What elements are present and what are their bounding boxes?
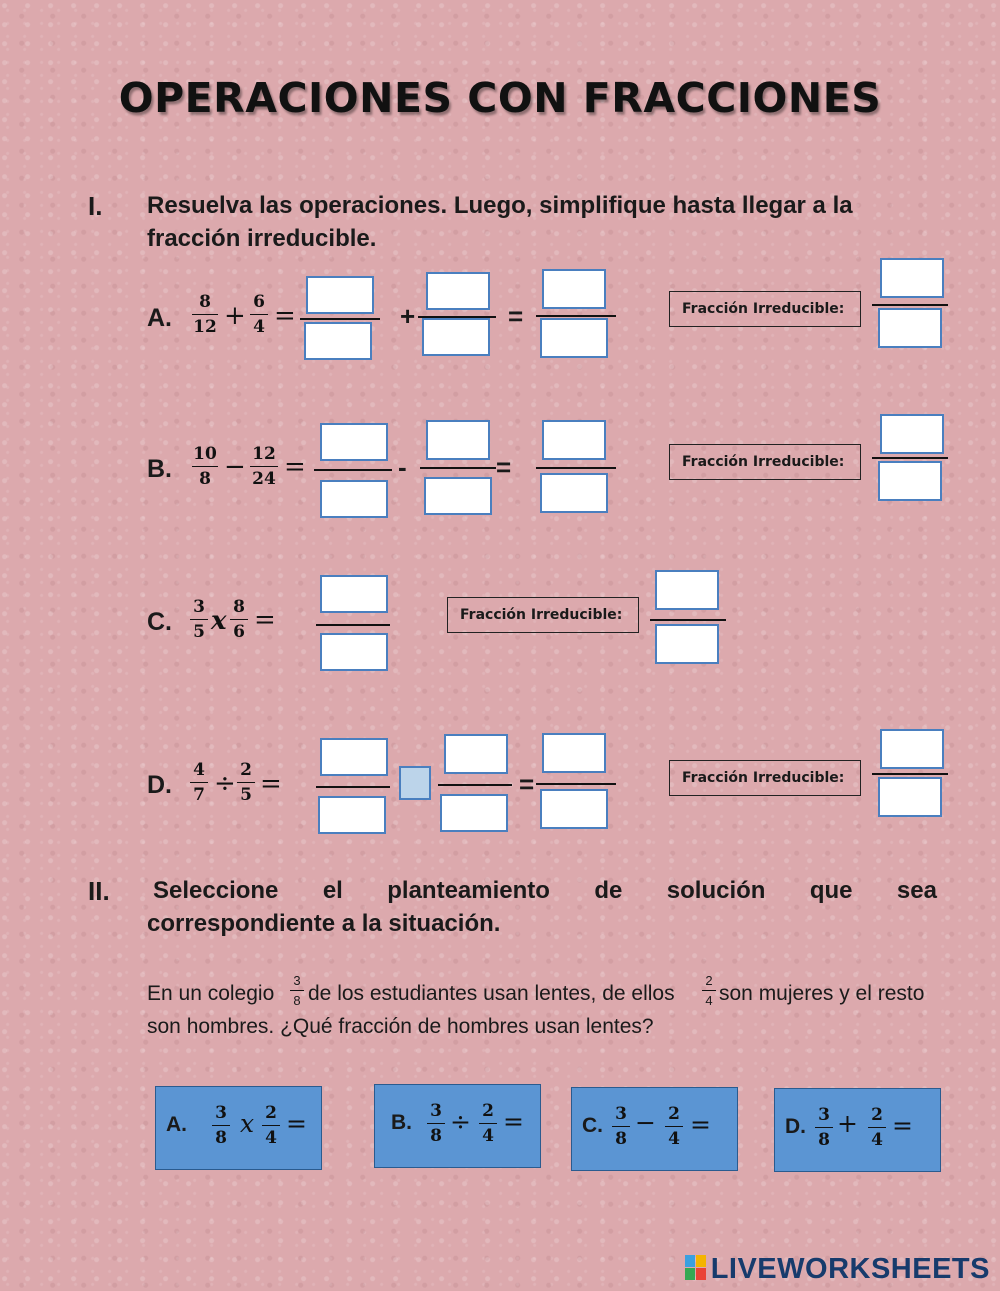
choice-d-operator: + — [837, 1109, 858, 1138]
problem-a-equals: = — [274, 301, 296, 331]
problem-b-step-equals: = — [496, 452, 512, 482]
problem-c-equals: = — [254, 605, 276, 635]
problem-b-step2-denominator-input[interactable] — [424, 477, 492, 515]
problem-a-step-operator: + — [400, 301, 416, 331]
section-2-instruction-line1 — [153, 874, 937, 907]
section-1-number: I. — [88, 191, 103, 221]
problem-a-frac1 — [192, 292, 218, 337]
choice-a-frac2-den: 4 — [265, 1128, 277, 1148]
story-frac2 — [702, 973, 716, 1008]
problem-c-frac1 — [190, 597, 208, 642]
problem-d-frac2-num: 2 — [240, 760, 252, 780]
page-title: OPERACIONES CON FRACCIONES — [118, 74, 882, 122]
problem-c-irreducible-numerator-input[interactable] — [655, 570, 719, 610]
problem-d-irreducible-label: Fracción Irreducible: — [669, 760, 861, 796]
choice-c-button[interactable] — [571, 1087, 738, 1171]
problem-a-result-denominator-input[interactable] — [540, 318, 608, 358]
problem-d-step1-numerator-input[interactable] — [320, 738, 388, 776]
liveworksheets-logo-icon — [685, 1255, 707, 1281]
choice-b-frac2 — [479, 1101, 497, 1146]
problem-c-irreducible-label: Fracción Irreducible: — [447, 597, 639, 633]
choice-a-frac1 — [212, 1103, 230, 1148]
problem-d-step-equals: = — [519, 769, 535, 799]
problem-a-irreducible-denominator-input[interactable] — [878, 308, 942, 348]
choice-d-frac2-num: 2 — [871, 1105, 883, 1125]
problem-a-step1-numerator-input[interactable] — [306, 276, 374, 314]
section-1-instruction-line1: Resuelva las operaciones. Luego, simplifique hasta llegar a la — [147, 192, 853, 219]
problem-d-frac2 — [237, 760, 255, 805]
choice-b-frac1-den: 8 — [430, 1126, 442, 1146]
problem-b-irreducible-denominator-input[interactable] — [878, 461, 942, 501]
choice-b-equals: = — [503, 1107, 524, 1136]
choice-a-frac2-num: 2 — [265, 1103, 277, 1123]
choice-a-button[interactable] — [155, 1086, 322, 1170]
problem-d-irreducible-numerator-input[interactable] — [880, 729, 944, 769]
story-part2: de los estudiantes usan lentes, de ellos — [308, 982, 675, 1005]
choice-b-frac2-den: 4 — [482, 1126, 494, 1146]
problem-b-result-numerator-input[interactable] — [542, 420, 606, 460]
choice-b-frac2-num: 2 — [482, 1101, 494, 1121]
choice-a-frac2 — [262, 1103, 280, 1148]
section-2-word: de — [594, 877, 623, 904]
choice-a-equals: = — [286, 1109, 307, 1138]
problem-a-step2-numerator-input[interactable] — [426, 272, 490, 310]
problem-a-irreducible-bar — [872, 304, 948, 306]
choice-d-button[interactable] — [774, 1088, 941, 1172]
problem-d-result-numerator-input[interactable] — [542, 733, 606, 773]
problem-c-frac2-num: 8 — [233, 597, 245, 617]
problem-d-irreducible-bar — [872, 773, 948, 775]
section-1-instruction-line2: fracción irreducible. — [147, 225, 377, 252]
problem-c-frac2 — [230, 597, 248, 642]
problem-c-step1-bar — [316, 624, 390, 626]
section-2-instruction-line2: correspondiente a la situación. — [147, 910, 501, 937]
choice-c-frac1 — [612, 1104, 630, 1149]
problem-d-operator: ÷ — [214, 769, 236, 799]
choice-c-frac2-num: 2 — [668, 1104, 680, 1124]
problem-a-step1-denominator-input[interactable] — [304, 322, 372, 360]
story-frac2-den: 4 — [705, 993, 713, 1008]
problem-c-frac1-den: 5 — [193, 622, 205, 642]
problem-b-operator: − — [224, 452, 246, 482]
problem-b-step1-bar — [314, 469, 392, 471]
problem-c-step1-denominator-input[interactable] — [320, 633, 388, 671]
problem-a-frac1-num: 8 — [199, 292, 211, 312]
choice-b-operator: ÷ — [450, 1107, 471, 1136]
problem-b-irreducible-numerator-input[interactable] — [880, 414, 944, 454]
problem-a-result-bar — [536, 315, 616, 317]
liveworksheets-logo — [685, 1253, 990, 1286]
choice-d-frac1 — [815, 1105, 833, 1150]
problem-d-operator-input[interactable] — [399, 766, 431, 800]
problem-c-irreducible-bar — [650, 619, 726, 621]
section-2-word: el — [322, 877, 343, 904]
choice-c-frac1-den: 8 — [615, 1129, 627, 1149]
problem-d-result-denominator-input[interactable] — [540, 789, 608, 829]
problem-b-frac2-num: 12 — [252, 444, 276, 464]
problem-b-label: B. — [147, 455, 172, 483]
problem-a-frac2-den: 4 — [253, 317, 265, 337]
problem-d-step1-bar — [316, 786, 390, 788]
story-frac1-den: 8 — [293, 993, 301, 1008]
choice-b-button[interactable] — [374, 1084, 541, 1168]
problem-d-frac1 — [190, 760, 208, 805]
choice-d-frac1-den: 8 — [818, 1130, 830, 1150]
problem-d-step1-denominator-input[interactable] — [318, 796, 386, 834]
problem-a-irreducible-numerator-input[interactable] — [880, 258, 944, 298]
choice-c-equals: = — [690, 1110, 711, 1139]
problem-b-step-operator: - — [398, 452, 407, 482]
problem-d-step2-denominator-input[interactable] — [440, 794, 508, 832]
problem-a-frac1-den: 12 — [193, 317, 217, 337]
problem-c-frac1-num: 3 — [193, 597, 205, 617]
section-2-word: que — [809, 877, 853, 904]
choice-a-label: A. — [166, 1113, 187, 1136]
section-2-word: planteamiento — [387, 877, 550, 904]
choice-a-frac1-den: 8 — [215, 1128, 227, 1148]
section-2-word: Seleccione — [153, 877, 279, 904]
problem-b-step2-numerator-input[interactable] — [426, 420, 490, 460]
problem-d-label: D. — [147, 771, 172, 799]
choice-d-frac2-den: 4 — [871, 1130, 883, 1150]
problem-a-irreducible-label: Fracción Irreducible: — [669, 291, 861, 327]
problem-d-frac1-den: 7 — [193, 785, 205, 805]
choice-c-operator: − — [635, 1108, 656, 1137]
problem-d-irreducible-denominator-input[interactable] — [878, 777, 942, 817]
problem-b-frac1 — [192, 444, 218, 489]
choice-c-frac1-num: 3 — [615, 1104, 627, 1124]
problem-d-frac1-num: 4 — [193, 760, 205, 780]
story-frac1 — [290, 973, 304, 1008]
problem-b-equals: = — [284, 452, 306, 482]
problem-a-frac2 — [250, 292, 268, 337]
story-line-2: son hombres. ¿Qué fracción de hombres usan lentes? — [147, 1015, 654, 1038]
problem-b-result-bar — [536, 467, 616, 469]
problem-b-frac2-den: 24 — [252, 469, 276, 489]
choice-c-frac2-den: 4 — [668, 1129, 680, 1149]
problem-a-frac2-num: 6 — [253, 292, 265, 312]
problem-d-equals: = — [260, 769, 282, 799]
choice-b-frac1 — [427, 1101, 445, 1146]
problem-a-step-equals: = — [508, 301, 524, 331]
choice-d-label: D. — [785, 1115, 806, 1138]
problem-a-step1-bar — [300, 318, 380, 320]
choice-a-frac1-num: 3 — [215, 1103, 227, 1123]
problem-b-result-denominator-input[interactable] — [540, 473, 608, 513]
problem-d-step2-numerator-input[interactable] — [444, 734, 508, 774]
liveworksheets-logo-text: LIVEWORKSHEETS — [710, 1253, 990, 1285]
story-part1: En un colegio — [147, 982, 275, 1005]
problem-b-step2-bar — [420, 467, 496, 469]
problem-a-result-numerator-input[interactable] — [542, 269, 606, 309]
problem-b-frac2 — [250, 444, 278, 489]
story-frac2-num: 2 — [705, 973, 713, 988]
problem-b-frac1-num: 10 — [193, 444, 217, 464]
section-2-number: II. — [88, 876, 110, 906]
problem-d-frac2-den: 5 — [240, 785, 252, 805]
choice-c-frac2 — [665, 1104, 683, 1149]
problem-c-operator: x — [211, 606, 227, 636]
choice-c-label: C. — [582, 1114, 603, 1137]
section-2-word: sea — [896, 877, 937, 904]
story-line-1 — [147, 973, 947, 1010]
choice-d-frac2 — [868, 1105, 886, 1150]
choice-a-operator: x — [240, 1109, 255, 1138]
problem-d-result-bar — [536, 783, 616, 785]
section-2-word: solución — [666, 877, 766, 904]
problem-a-step2-denominator-input[interactable] — [422, 318, 490, 356]
problem-b-irreducible-bar — [872, 457, 948, 459]
problem-a-operator: + — [224, 301, 246, 331]
problem-b-frac1-den: 8 — [199, 469, 211, 489]
choice-b-frac1-num: 3 — [430, 1101, 442, 1121]
problem-b-step1-numerator-input[interactable] — [320, 423, 388, 461]
problem-c-step1-numerator-input[interactable] — [320, 575, 388, 613]
choice-b-label: B. — [391, 1111, 412, 1134]
problem-c-label: C. — [147, 608, 172, 636]
problem-a-label: A. — [147, 304, 172, 332]
story-frac1-num: 3 — [293, 973, 301, 988]
story-part3: son mujeres y el resto — [719, 982, 925, 1005]
problem-b-step1-denominator-input[interactable] — [320, 480, 388, 518]
problem-c-irreducible-denominator-input[interactable] — [655, 624, 719, 664]
choice-d-frac1-num: 3 — [818, 1105, 830, 1125]
problem-c-frac2-den: 6 — [233, 622, 245, 642]
problem-b-irreducible-label: Fracción Irreducible: — [669, 444, 861, 480]
problem-d-step2-bar — [438, 784, 512, 786]
choice-d-equals: = — [892, 1111, 913, 1140]
